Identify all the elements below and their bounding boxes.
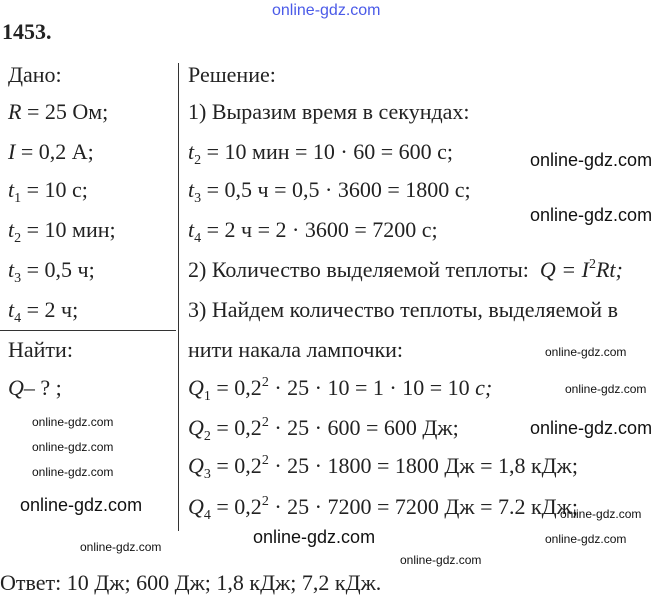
convert-t4: $t_4 = 2$ ч = 2 · 3600 = 7200 с;	[188, 217, 438, 246]
given-t4: $t_4 = 2$ ч;	[8, 297, 79, 326]
given-current: I = 0,2 А;	[8, 139, 94, 164]
given-t1: $t_1 = 10$ с;	[8, 177, 88, 206]
solution-heading: Решение:	[188, 62, 276, 87]
watermark-top: online-gdz.com	[272, 2, 381, 19]
given-t2: $t_2 = 10$ мин;	[8, 217, 116, 246]
find-heading: Найти:	[8, 337, 73, 362]
step-1: 1) Выразим время в секундах:	[188, 99, 470, 124]
step-2: 2) Количество выделяемой теплоты: $Q = I^2Rt$;	[188, 257, 623, 282]
watermark: online-gdz.com	[530, 418, 653, 438]
find-quantity: Q– ? ;	[8, 375, 62, 400]
step-3-continued: нити накала лампочки:	[188, 337, 404, 362]
watermark: online-gdz.com	[560, 507, 642, 521]
watermark: online-gdz.com	[545, 345, 627, 359]
watermark: online-gdz.com	[565, 382, 647, 396]
watermark: online-gdz.com	[530, 150, 653, 170]
calc-q3: $Q_3 = 0,2^2 \cdot 25 \cdot 1800 = 1800$ Дж = 1,8 кДж;	[188, 453, 578, 482]
calc-q4: $Q_4 = 0,2^2 \cdot 25 \cdot 7200 = 7200$ Дж = 7.2 кДж;	[188, 494, 578, 523]
watermark: online-gdz.com	[32, 465, 114, 479]
watermark: online-gdz.com	[32, 415, 114, 429]
given-heading: Дано:	[8, 62, 62, 87]
watermark: online-gdz.com	[32, 440, 114, 454]
watermark: online-gdz.com	[253, 527, 376, 547]
problem-number: 1453.	[2, 19, 52, 44]
answer: Ответ: 10 Дж; 600 Дж; 1,8 кДж; 7,2 кДж.	[0, 570, 382, 595]
convert-t3: $t_3 = 0,5$ ч = 0,5 · 3600 = 1800 с;	[188, 177, 471, 206]
watermark: online-gdz.com	[545, 532, 627, 546]
step-3: 3) Найдем количество теплоты, выделяемой в	[188, 297, 618, 322]
calc-q1: $Q_1 = 0,2^2 \cdot 25 \cdot 10 = 1 \cdot 10 = 10$ c;	[188, 375, 493, 404]
given-find-divider	[0, 330, 176, 331]
calc-q2: $Q_2 = 0,2^2 \cdot 25 \cdot 600 = 600$ Дж;	[188, 415, 459, 444]
watermark: online-gdz.com	[80, 540, 162, 554]
watermark: online-gdz.com	[530, 205, 653, 225]
given-resistance: R = 25 Ом;	[8, 99, 109, 124]
column-divider	[178, 63, 179, 531]
watermark: online-gdz.com	[400, 553, 482, 567]
watermark: online-gdz.com	[20, 495, 143, 515]
given-t3: $t_3 = 0,5$ ч;	[8, 257, 95, 286]
convert-t2: $t_2 = 10$ мин = 10 · 60 = 600 с;	[188, 139, 454, 168]
